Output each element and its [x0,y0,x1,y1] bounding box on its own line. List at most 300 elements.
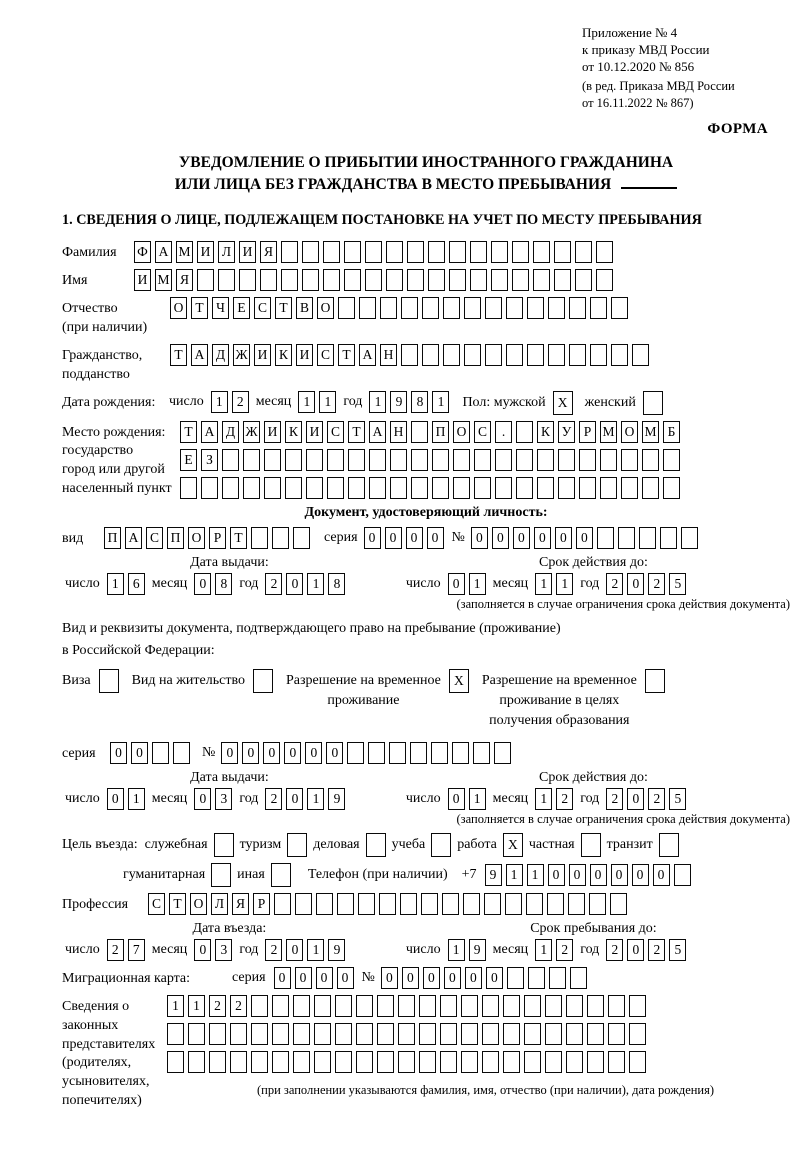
form-cell[interactable] [251,1051,268,1073]
form-cell[interactable]: П [104,527,121,549]
form-cell[interactable] [587,1023,604,1045]
form-cell[interactable]: 0 [448,573,465,595]
checkbox-delovaya[interactable] [366,833,386,857]
form-cell[interactable] [524,1023,541,1045]
form-cell[interactable] [470,269,487,291]
form-cell[interactable] [558,449,575,471]
form-cell[interactable] [428,241,445,263]
form-cell[interactable]: 0 [513,527,530,549]
form-cell[interactable] [264,449,281,471]
form-cell[interactable] [579,477,596,499]
form-cell[interactable] [443,297,460,319]
form-cell[interactable] [642,477,659,499]
form-cell[interactable]: Ч [212,297,229,319]
form-cell[interactable] [461,995,478,1017]
form-cell[interactable]: Ф [134,241,151,263]
form-cell[interactable]: 0 [611,864,628,886]
form-cell[interactable] [461,1051,478,1073]
form-cell[interactable] [167,1023,184,1045]
form-cell[interactable] [167,1051,184,1073]
form-cell[interactable]: 0 [316,967,333,989]
form-cell[interactable] [494,742,511,764]
form-cell[interactable] [503,1023,520,1045]
form-cell[interactable] [600,477,617,499]
form-cell[interactable] [621,477,638,499]
form-cell[interactable]: С [327,421,344,443]
form-cell[interactable]: 2 [606,939,623,961]
form-cell[interactable] [327,449,344,471]
form-cell[interactable]: 0 [534,527,551,549]
form-cell[interactable] [369,449,386,471]
form-cell[interactable]: С [148,893,165,915]
form-cell[interactable]: 5 [669,939,686,961]
form-cell[interactable]: 0 [274,967,291,989]
form-cell[interactable]: П [432,421,449,443]
form-cell[interactable]: 2 [648,788,665,810]
form-cell[interactable] [629,1023,646,1045]
form-cell[interactable] [274,893,291,915]
form-cell[interactable] [401,297,418,319]
form-cell[interactable] [590,344,607,366]
form-cell[interactable]: 0 [627,939,644,961]
form-cell[interactable]: 1 [128,788,145,810]
form-cell[interactable]: 8 [328,573,345,595]
form-cell[interactable] [264,477,281,499]
form-cell[interactable]: 9 [469,939,486,961]
form-cell[interactable] [527,297,544,319]
form-cell[interactable] [209,1023,226,1045]
form-cell[interactable] [569,344,586,366]
form-cell[interactable] [512,241,529,263]
form-cell[interactable] [338,297,355,319]
form-cell[interactable]: Б [663,421,680,443]
form-cell[interactable] [380,297,397,319]
form-cell[interactable]: 1 [188,995,205,1017]
form-cell[interactable] [474,477,491,499]
form-cell[interactable] [377,1023,394,1045]
form-cell[interactable] [428,269,445,291]
form-cell[interactable] [180,477,197,499]
form-cell[interactable] [570,967,587,989]
form-cell[interactable] [589,893,606,915]
form-cell[interactable] [398,1023,415,1045]
form-cell[interactable] [422,297,439,319]
form-cell[interactable]: 1 [556,573,573,595]
form-cell[interactable]: 2 [265,573,282,595]
form-cell[interactable] [218,269,235,291]
form-cell[interactable] [516,477,533,499]
form-cell[interactable] [293,995,310,1017]
form-cell[interactable]: 1 [307,939,324,961]
form-cell[interactable]: О [188,527,205,549]
form-cell[interactable] [251,995,268,1017]
form-cell[interactable] [548,297,565,319]
form-cell[interactable]: Я [176,269,193,291]
form-cell[interactable]: О [317,297,334,319]
form-cell[interactable] [485,297,502,319]
form-cell[interactable]: 0 [194,939,211,961]
form-cell[interactable] [209,1051,226,1073]
form-cell[interactable]: К [537,421,554,443]
form-cell[interactable] [365,269,382,291]
form-cell[interactable] [548,344,565,366]
form-cell[interactable]: 0 [423,967,440,989]
form-cell[interactable] [239,269,256,291]
form-cell[interactable] [503,1051,520,1073]
form-cell[interactable] [197,269,214,291]
form-cell[interactable]: Т [169,893,186,915]
form-cell[interactable]: О [453,421,470,443]
form-cell[interactable] [608,1051,625,1073]
form-cell[interactable]: С [317,344,334,366]
form-cell[interactable] [377,995,394,1017]
form-cell[interactable] [533,269,550,291]
form-cell[interactable] [272,527,289,549]
checkbox-inaya[interactable] [271,863,291,887]
form-cell[interactable] [503,995,520,1017]
form-cell[interactable]: 0 [576,527,593,549]
form-cell[interactable] [558,477,575,499]
form-cell[interactable] [611,297,628,319]
form-cell[interactable]: 8 [215,573,232,595]
form-cell[interactable] [681,527,698,549]
form-cell[interactable] [302,269,319,291]
form-cell[interactable] [505,893,522,915]
form-cell[interactable]: Т [191,297,208,319]
form-cell[interactable]: С [474,421,491,443]
form-cell[interactable] [344,269,361,291]
form-cell[interactable]: 0 [486,967,503,989]
form-cell[interactable]: 0 [402,967,419,989]
form-cell[interactable]: М [642,421,659,443]
form-cell[interactable]: 5 [669,573,686,595]
form-cell[interactable]: 8 [411,391,428,413]
form-cell[interactable]: М [155,269,172,291]
form-cell[interactable] [386,269,403,291]
form-cell[interactable]: О [621,421,638,443]
form-cell[interactable]: Т [230,527,247,549]
form-cell[interactable] [566,995,583,1017]
form-cell[interactable]: 2 [648,573,665,595]
form-cell[interactable] [528,967,545,989]
form-cell[interactable] [663,477,680,499]
form-cell[interactable]: Т [275,297,292,319]
form-cell[interactable] [639,527,656,549]
form-cell[interactable]: 0 [465,967,482,989]
form-cell[interactable]: 0 [326,742,343,764]
form-cell[interactable] [188,1023,205,1045]
form-cell[interactable] [470,241,487,263]
form-cell[interactable] [201,477,218,499]
form-cell[interactable]: 1 [319,391,336,413]
form-cell[interactable] [587,1051,604,1073]
form-cell[interactable]: 0 [448,788,465,810]
form-cell[interactable]: Д [222,421,239,443]
form-cell[interactable] [449,241,466,263]
form-cell[interactable]: А [201,421,218,443]
form-cell[interactable] [485,344,502,366]
form-cell[interactable] [629,995,646,1017]
form-cell[interactable] [369,477,386,499]
form-cell[interactable] [421,893,438,915]
form-cell[interactable]: Я [260,241,277,263]
form-cell[interactable] [575,241,592,263]
form-cell[interactable]: 0 [653,864,670,886]
form-cell[interactable]: 2 [232,391,249,413]
form-cell[interactable]: 2 [209,995,226,1017]
form-cell[interactable] [600,449,617,471]
form-cell[interactable] [443,344,460,366]
form-cell[interactable] [377,1051,394,1073]
form-cell[interactable] [344,241,361,263]
form-cell[interactable]: И [239,241,256,263]
form-cell[interactable] [442,893,459,915]
visa-checkbox[interactable] [99,669,119,693]
form-cell[interactable] [222,449,239,471]
form-cell[interactable]: 0 [221,742,238,764]
form-cell[interactable]: Р [209,527,226,549]
form-cell[interactable] [516,449,533,471]
form-cell[interactable] [629,1051,646,1073]
form-cell[interactable] [419,995,436,1017]
form-cell[interactable]: 2 [648,939,665,961]
form-cell[interactable] [359,297,376,319]
form-cell[interactable]: 9 [485,864,502,886]
form-cell[interactable]: С [146,527,163,549]
form-cell[interactable] [389,742,406,764]
form-cell[interactable]: 2 [606,573,623,595]
form-cell[interactable]: Л [218,241,235,263]
form-cell[interactable]: 1 [448,939,465,961]
form-cell[interactable]: 0 [194,788,211,810]
form-cell[interactable] [411,421,428,443]
form-cell[interactable] [554,241,571,263]
form-cell[interactable] [632,344,649,366]
form-cell[interactable] [407,269,424,291]
checkbox-chastnaya[interactable] [581,833,601,857]
form-cell[interactable]: 0 [632,864,649,886]
form-cell[interactable] [440,995,457,1017]
form-cell[interactable] [596,269,613,291]
form-cell[interactable]: З [201,449,218,471]
form-cell[interactable] [474,449,491,471]
male-checkbox[interactable]: X [553,391,573,415]
form-cell[interactable]: 2 [265,939,282,961]
form-cell[interactable] [347,742,364,764]
form-cell[interactable]: Д [212,344,229,366]
form-cell[interactable]: Т [180,421,197,443]
form-cell[interactable] [440,1023,457,1045]
form-cell[interactable] [243,449,260,471]
form-cell[interactable] [473,742,490,764]
form-cell[interactable] [251,527,268,549]
form-cell[interactable] [554,269,571,291]
form-cell[interactable] [368,742,385,764]
form-cell[interactable] [356,1051,373,1073]
form-cell[interactable]: 0 [107,788,124,810]
form-cell[interactable]: 1 [506,864,523,886]
form-cell[interactable]: 9 [328,788,345,810]
form-cell[interactable] [222,477,239,499]
form-cell[interactable]: 1 [535,788,552,810]
form-cell[interactable]: П [167,527,184,549]
form-cell[interactable] [272,1051,289,1073]
form-cell[interactable] [453,449,470,471]
form-cell[interactable] [549,967,566,989]
form-cell[interactable]: Т [170,344,187,366]
form-cell[interactable] [390,477,407,499]
form-cell[interactable] [432,477,449,499]
form-cell[interactable]: 1 [432,391,449,413]
form-cell[interactable]: 1 [298,391,315,413]
form-cell[interactable] [356,995,373,1017]
form-cell[interactable] [314,995,331,1017]
form-cell[interactable] [314,1023,331,1045]
form-cell[interactable]: 1 [211,391,228,413]
form-cell[interactable] [431,742,448,764]
form-cell[interactable]: Т [338,344,355,366]
form-cell[interactable] [188,1051,205,1073]
form-cell[interactable] [365,241,382,263]
form-cell[interactable] [597,527,614,549]
form-cell[interactable] [251,1023,268,1045]
form-cell[interactable]: А [155,241,172,263]
form-cell[interactable]: М [176,241,193,263]
form-cell[interactable]: 0 [492,527,509,549]
form-cell[interactable] [337,893,354,915]
form-cell[interactable] [407,241,424,263]
form-cell[interactable] [663,449,680,471]
form-cell[interactable] [348,449,365,471]
form-cell[interactable] [507,967,524,989]
checkbox-turizm[interactable] [287,833,307,857]
form-cell[interactable]: 0 [427,527,444,549]
form-cell[interactable] [524,995,541,1017]
form-cell[interactable] [621,449,638,471]
form-cell[interactable]: 3 [215,788,232,810]
form-cell[interactable] [575,269,592,291]
form-cell[interactable]: 1 [167,995,184,1017]
form-cell[interactable] [452,742,469,764]
form-cell[interactable]: 0 [385,527,402,549]
form-cell[interactable]: 1 [535,939,552,961]
form-cell[interactable]: 0 [555,527,572,549]
form-cell[interactable]: 1 [469,788,486,810]
checkbox-rabota[interactable]: X [503,833,523,857]
temp-permit-edu-checkbox[interactable] [645,669,665,693]
form-cell[interactable] [260,269,277,291]
form-cell[interactable] [545,1051,562,1073]
form-cell[interactable] [463,893,480,915]
form-cell[interactable]: 1 [307,573,324,595]
form-cell[interactable] [610,893,627,915]
form-cell[interactable] [482,1023,499,1045]
form-cell[interactable] [293,527,310,549]
form-cell[interactable] [432,449,449,471]
form-cell[interactable] [449,269,466,291]
form-cell[interactable] [323,241,340,263]
form-cell[interactable]: И [134,269,151,291]
form-cell[interactable] [608,1023,625,1045]
form-cell[interactable]: И [254,344,271,366]
form-cell[interactable] [230,1023,247,1045]
form-cell[interactable] [293,1051,310,1073]
form-cell[interactable]: 2 [230,995,247,1017]
form-cell[interactable]: Ж [243,421,260,443]
form-cell[interactable]: А [359,344,376,366]
temp-permit-checkbox[interactable]: X [449,669,469,693]
form-cell[interactable]: Р [579,421,596,443]
form-cell[interactable]: 0 [131,742,148,764]
form-cell[interactable]: . [495,421,512,443]
female-checkbox[interactable] [643,391,663,415]
form-cell[interactable] [527,344,544,366]
form-cell[interactable] [400,893,417,915]
form-cell[interactable]: 1 [307,788,324,810]
checkbox-gumanitarnaya[interactable] [211,863,231,887]
form-cell[interactable]: 0 [286,788,303,810]
form-cell[interactable]: У [558,421,575,443]
form-cell[interactable] [495,477,512,499]
form-cell[interactable] [506,344,523,366]
form-cell[interactable] [293,1023,310,1045]
form-cell[interactable]: 0 [337,967,354,989]
checkbox-tranzit[interactable] [659,833,679,857]
form-cell[interactable]: С [254,297,271,319]
form-cell[interactable]: 2 [556,788,573,810]
form-cell[interactable] [243,477,260,499]
form-cell[interactable] [516,421,533,443]
form-cell[interactable]: Ж [233,344,250,366]
form-cell[interactable] [419,1051,436,1073]
form-cell[interactable]: 2 [265,788,282,810]
form-cell[interactable]: 0 [286,573,303,595]
form-cell[interactable]: Е [233,297,250,319]
form-cell[interactable]: Н [380,344,397,366]
form-cell[interactable] [390,449,407,471]
form-cell[interactable]: 0 [286,939,303,961]
form-cell[interactable] [579,449,596,471]
form-cell[interactable] [272,1023,289,1045]
form-cell[interactable] [618,527,635,549]
form-cell[interactable]: 0 [381,967,398,989]
form-cell[interactable] [272,995,289,1017]
form-cell[interactable]: 9 [328,939,345,961]
form-cell[interactable] [506,297,523,319]
form-cell[interactable] [230,1051,247,1073]
form-cell[interactable] [306,449,323,471]
form-cell[interactable] [482,995,499,1017]
form-cell[interactable] [379,893,396,915]
form-cell[interactable]: 0 [471,527,488,549]
form-cell[interactable]: 0 [590,864,607,886]
form-cell[interactable] [484,893,501,915]
form-cell[interactable] [533,241,550,263]
form-cell[interactable] [491,269,508,291]
form-cell[interactable] [295,893,312,915]
form-cell[interactable]: 0 [284,742,301,764]
form-cell[interactable]: 0 [406,527,423,549]
form-cell[interactable] [537,477,554,499]
form-cell[interactable]: 0 [263,742,280,764]
residence-permit-checkbox[interactable] [253,669,273,693]
form-cell[interactable] [545,995,562,1017]
form-cell[interactable]: 5 [669,788,686,810]
form-cell[interactable]: 0 [627,788,644,810]
form-cell[interactable]: Н [390,421,407,443]
form-cell[interactable]: Т [348,421,365,443]
form-cell[interactable]: 0 [569,864,586,886]
